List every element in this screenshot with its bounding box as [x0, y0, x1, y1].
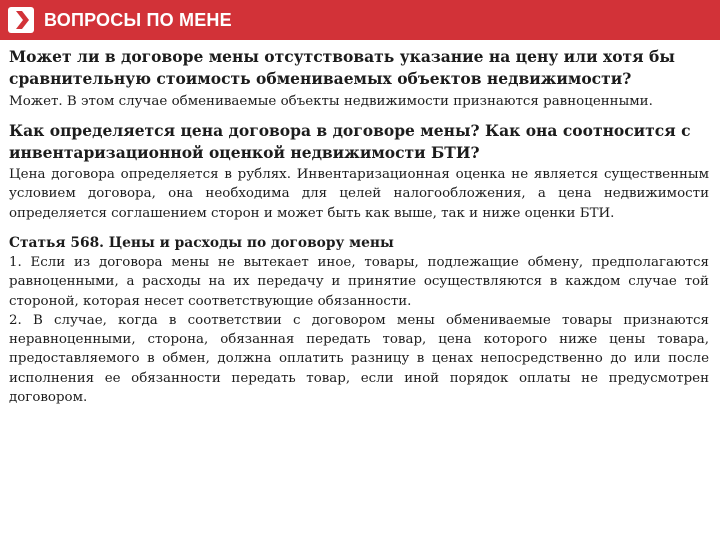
header-bar: [0, 0, 720, 40]
article-title: Статья 568. Цены и расходы по договору мены: [9, 235, 394, 251]
content-area: [9, 46, 709, 407]
answer-1: Может. В этом случае обмениваемые объекты недвижимости признаются равноценными.: [9, 94, 653, 109]
chevron-right-icon: [8, 7, 34, 33]
article-paragraph-2: 2. В случае, когда в соответствии с договором мены обмениваемые товары признаются неравноценными, сторона, обязанная передать товар, цена которого ниже цены товара, предоставляемого в обмен, должна оплатить разницу в ценах непосредственно до или после исполнения ее обязанности передать товар, если иной порядок оплаты не предусмотрен договором.: [9, 312, 709, 406]
question-1: Может ли в договоре мены отсутствовать указание на цену или хотя бы сравнительную стоимость обмениваемых объектов недвижимости?: [9, 47, 675, 88]
answer-2: Цена договора определяется в рублях. Инвентаризационная оценка не является существенным условием договора, она необходима для целей налогообложения, а цена недвижимости определяется соглашением сторон и может быть как выше, так и ниже оценки БТИ.: [9, 166, 709, 221]
qa-block-1: [9, 46, 709, 112]
qa-block-2: [9, 120, 709, 224]
article-paragraph-1: 1. Если из договора мены не вытекает иное, товары, подлежащие обмену, предполагаются равноценными, а расходы на их передачу и принятие осуществляются в каждом случае той стороной, которая несет соответствующие обязанности.: [9, 255, 709, 309]
question-2: Как определяется цена договора в договоре мены? Как она соотносится с инвентаризационной оценкой недвижимости БТИ?: [9, 120, 691, 162]
article-block: [9, 234, 709, 407]
page-title: ВОПРОСЫ ПО МЕНЕ: [44, 10, 232, 30]
